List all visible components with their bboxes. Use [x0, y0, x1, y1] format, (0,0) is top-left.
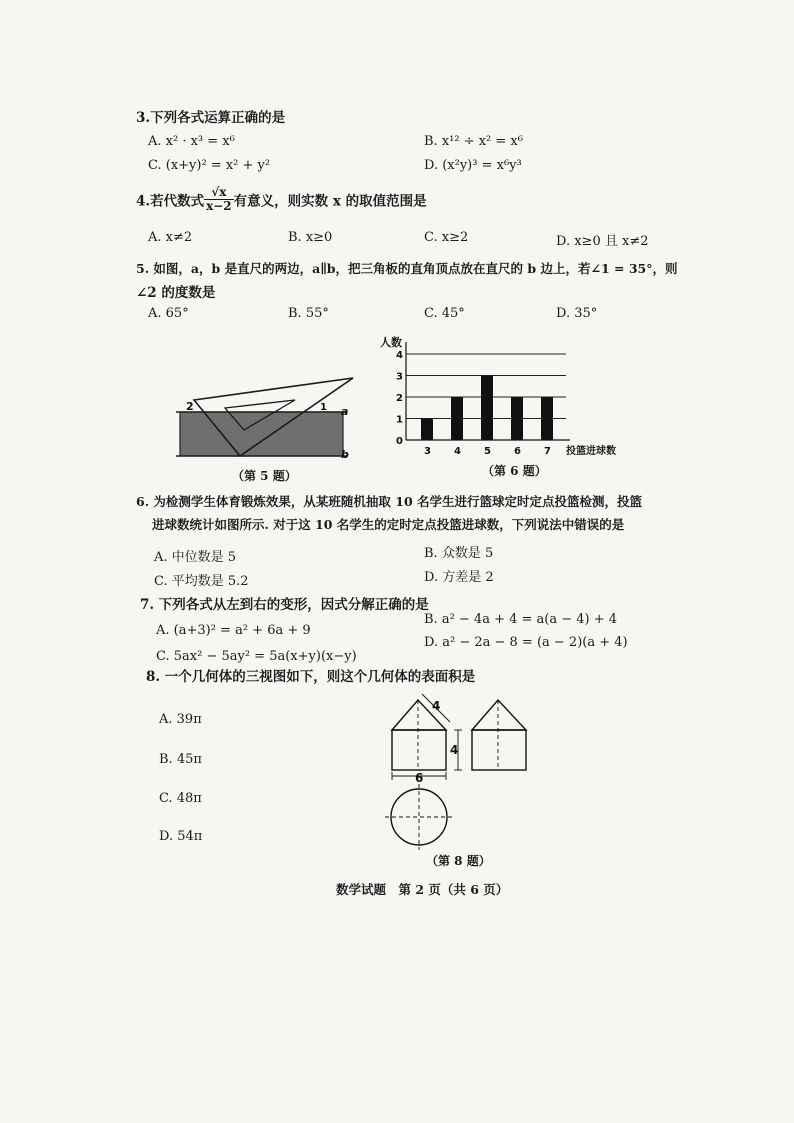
- dim-height: 4: [450, 743, 459, 757]
- q3-option-c: C. (x+y)² = x² + y²: [148, 158, 271, 173]
- q5-option-d: D. 35°: [556, 306, 598, 321]
- q6-option-a: A. 中位数是 5: [154, 550, 237, 565]
- q7-option-a: A. (a+3)² = a² + 6a + 9: [156, 623, 311, 638]
- q5-caption: （第 5 题）: [232, 469, 297, 483]
- top-view: [385, 784, 453, 850]
- label-a: a: [341, 405, 349, 418]
- page-footer: 数学试题 第 2 页（共 6 页）: [336, 882, 509, 897]
- q8-option-a: A. 39π: [159, 712, 202, 727]
- q8-stem: 8. 一个几何体的三视图如下，则这个几何体的表面积是: [146, 669, 476, 685]
- q4-fraction: [204, 186, 234, 213]
- dim-width: 6: [415, 771, 424, 785]
- q6-bar-chart: [378, 334, 628, 458]
- q6-option-c: C. 平均数是 5.2: [154, 574, 249, 589]
- q5-option-c: C. 45°: [424, 306, 465, 321]
- q6-stem-line2: 进球数统计如图所示. 对于这 10 名学生的定时定点投篮进球数，下列说法中错误的是: [152, 517, 625, 532]
- chart-xtick-label: 6: [514, 446, 521, 457]
- q5-stem-line2: ∠2 的度数是: [136, 285, 216, 301]
- q4-option-d: D. x≥0 且 x≠2: [556, 234, 649, 249]
- q6-option-d: D. 方差是 2: [424, 570, 494, 585]
- chart-bar: [481, 376, 493, 441]
- chart-ytick-label: 1: [396, 414, 403, 426]
- q4-frac-den: x−2: [206, 199, 232, 213]
- q4-stem: [136, 186, 427, 213]
- chart-ytick-label: 2: [396, 393, 403, 404]
- q3-stem: 3.下列各式运算正确的是: [136, 110, 286, 126]
- label-angle2: 2: [186, 400, 194, 413]
- chart-bar: [511, 397, 523, 440]
- q7-option-c: C. 5ax² − 5ay² = 5a(x+y)(x−y): [156, 649, 357, 664]
- q3-option-a: A. x² · x³ = x⁶: [148, 134, 235, 149]
- chart-bar: [541, 397, 553, 440]
- q6-stem-line1: 6. 为检测学生体育锻炼效果，从某班随机抽取 10 名学生进行篮球定时定点投篮检测，投篮: [136, 494, 643, 509]
- q3-option-d: D. (x²y)³ = x⁶y³: [424, 158, 522, 173]
- q8-option-b: B. 45π: [159, 752, 202, 767]
- chart-xtick-label: 4: [454, 446, 461, 457]
- label-angle1: 1: [320, 402, 327, 413]
- q5-option-b: B. 55°: [288, 306, 329, 321]
- q8-option-c: C. 48π: [159, 791, 202, 806]
- dim-slant: 4: [432, 699, 441, 713]
- q8-three-views: [380, 692, 540, 852]
- q5-figure: [170, 370, 360, 462]
- q7-option-b: B. a² − 4a + 4 = a(a − 4) + 4: [424, 612, 618, 627]
- chart-bar: [451, 397, 463, 440]
- q4-option-a: A. x≠2: [148, 230, 193, 245]
- ruler-body: [180, 412, 343, 456]
- q4-option-c: C. x≥2: [424, 230, 469, 245]
- chart-xlabel: 投篮进球数: [566, 446, 616, 457]
- q3-option-b: B. x¹² ÷ x² = x⁶: [424, 134, 523, 149]
- chart-ylabel: 人数: [380, 336, 402, 349]
- q7-stem: 7. 下列各式从左到右的变形，因式分解正确的是: [140, 597, 429, 613]
- q5-stem-line1: 5. 如图，a，b 是直尺的两边，a∥b，把三角板的直角顶点放在直尺的 b 边上，若∠1 = 35°，则: [136, 261, 678, 276]
- side-view: [472, 700, 526, 770]
- chart-ytick-label: 4: [396, 350, 403, 361]
- chart-xtick-label: 7: [544, 446, 551, 457]
- q4-prefix: 4.若代数式: [136, 193, 205, 210]
- q8-caption: （第 8 题）: [426, 854, 491, 868]
- chart-xtick-label: 3: [424, 446, 431, 457]
- q4-suffix: 有意义，则实数 x 的取值范围是: [233, 193, 427, 210]
- q4-frac-num: √x: [204, 186, 234, 200]
- q5-option-a: A. 65°: [148, 306, 189, 321]
- chart-ytick-label: 0: [396, 436, 403, 447]
- q7-option-d: D. a² − 2a − 8 = (a − 2)(a + 4): [424, 635, 628, 650]
- q6-caption: （第 6 题）: [482, 464, 547, 478]
- chart-xtick-label: 5: [484, 446, 491, 457]
- q6-option-b: B. 众数是 5: [424, 546, 494, 561]
- q8-option-d: D. 54π: [159, 829, 203, 844]
- q4-option-b: B. x≥0: [288, 230, 333, 245]
- chart-bar: [421, 419, 433, 441]
- chart-ytick-label: 3: [396, 371, 403, 383]
- label-b: b: [341, 448, 349, 461]
